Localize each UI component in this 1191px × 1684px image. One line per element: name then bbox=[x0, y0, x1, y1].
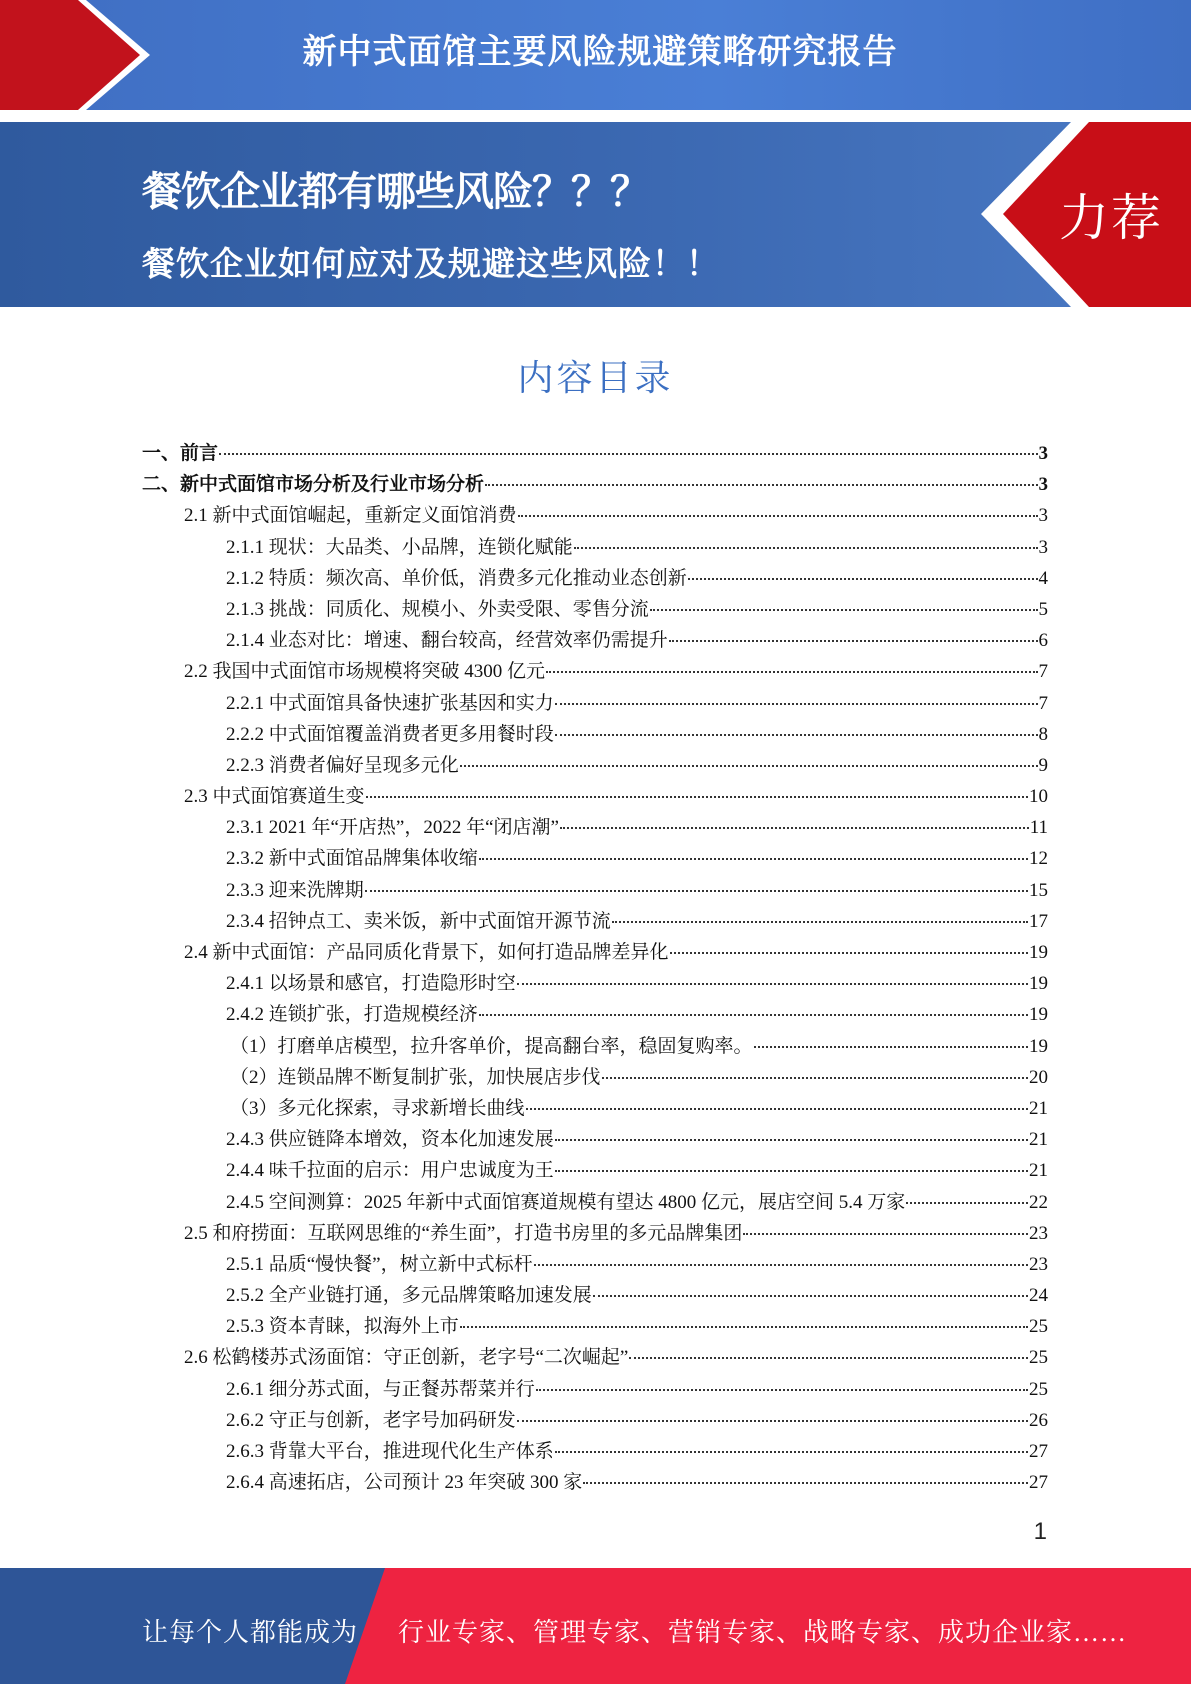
toc-entry-page: 8 bbox=[1038, 723, 1048, 745]
toc-entry-page: 25 bbox=[1029, 1378, 1048, 1400]
toc-entry-page: 27 bbox=[1029, 1472, 1048, 1494]
toc-leader-dots bbox=[536, 1389, 1028, 1391]
toc-entry[interactable] bbox=[142, 469, 1048, 500]
toc-entry-title: 2.1.2 特质：频次高、单价低，消费多元化推动业态创新 bbox=[226, 567, 687, 589]
toc-entry-title: 2.3 中式面馆赛道生变 bbox=[184, 786, 365, 808]
toc-entry[interactable] bbox=[142, 1467, 1048, 1498]
toc-entry[interactable] bbox=[142, 1436, 1048, 1467]
toc-entry-page: 21 bbox=[1029, 1129, 1048, 1151]
toc-entry-page: 12 bbox=[1029, 848, 1048, 870]
toc-leader-dots bbox=[526, 1108, 1028, 1110]
toc-leader-dots bbox=[546, 671, 1037, 673]
toc-entry-title: 2.2.2 中式面馆覆盖消费者更多用餐时段 bbox=[226, 723, 554, 745]
toc-entry[interactable] bbox=[142, 968, 1048, 999]
toc-entry[interactable] bbox=[142, 1342, 1048, 1373]
toc-entry-page: 10 bbox=[1029, 786, 1048, 808]
toc-entry[interactable] bbox=[142, 688, 1048, 719]
toc-entry-title: 一、前言 bbox=[142, 443, 219, 464]
toc-entry-page: 21 bbox=[1029, 1097, 1048, 1119]
toc-entry-page: 7 bbox=[1038, 692, 1048, 714]
toc-leader-dots bbox=[669, 640, 1038, 642]
toc-entry-page: 17 bbox=[1029, 910, 1048, 932]
toc-entry[interactable] bbox=[142, 1031, 1048, 1062]
toc-entry[interactable] bbox=[142, 1218, 1048, 1249]
toc-leader-dots bbox=[555, 1170, 1028, 1172]
toc-entry-title: （2）连锁品牌不断复制扩张，加快展店步伐 bbox=[230, 1066, 601, 1088]
toc-entry[interactable] bbox=[142, 843, 1048, 874]
toc-entry-title: （3）多元化探索，寻求新增长曲线 bbox=[230, 1097, 525, 1119]
toc-entry[interactable] bbox=[142, 594, 1048, 625]
toc-leader-dots bbox=[460, 765, 1038, 767]
footer-slogan-roles: 行业专家、管理专家、营销专家、战略专家、成功企业家…… bbox=[398, 1618, 1128, 1647]
toc-entry[interactable] bbox=[142, 656, 1048, 687]
report-title: 新中式面馆主要风险规避策略研究报告 bbox=[302, 32, 898, 72]
toc-entry-page: 5 bbox=[1038, 598, 1048, 620]
toc-entry-title: 2.4.5 空间测算：2025 年新中式面馆赛道规模有望达 4800 亿元，展店空间 5.4 万家 bbox=[226, 1191, 906, 1213]
toc-leader-dots bbox=[583, 1482, 1028, 1484]
toc-entry-title: 2.6.3 背靠大平台，推进现代化生产体系 bbox=[226, 1441, 554, 1462]
toc-entry[interactable] bbox=[142, 1311, 1048, 1342]
hero-headline: 餐饮企业都有哪些风险？？？ bbox=[142, 169, 649, 215]
toc-entry-page: 3 bbox=[1038, 536, 1048, 558]
toc-entry-title: 2.4.4 味千拉面的启示：用户忠诚度为王 bbox=[226, 1160, 554, 1182]
toc-leader-dots bbox=[365, 890, 1028, 892]
toc-entry-page: 25 bbox=[1029, 1347, 1048, 1369]
toc-entry-page: 7 bbox=[1038, 661, 1048, 683]
toc-entry-page: 27 bbox=[1029, 1441, 1048, 1462]
toc-leader-dots bbox=[650, 609, 1038, 611]
toc-entry-page: 3 bbox=[1038, 474, 1048, 496]
toc-entry-title: 2.6.1 细分苏式面，与正餐苏帮菜并行 bbox=[226, 1378, 535, 1400]
toc-entry-title: 2.4 新中式面馆：产品同质化背景下，如何打造品牌差异化 bbox=[184, 942, 669, 963]
toc-leader-dots bbox=[366, 796, 1028, 798]
toc-entry-title: （1）打磨单店模型，拉升客单价，提高翻台率，稳固复购率。 bbox=[230, 1035, 753, 1057]
toc-leader-dots bbox=[485, 484, 1037, 486]
toc-entry-page: 4 bbox=[1038, 567, 1048, 589]
toc-entry-page: 6 bbox=[1038, 630, 1048, 652]
toc-entry-title: 2.5.3 资本青睐，拟海外上市 bbox=[226, 1316, 459, 1338]
toc-leader-dots bbox=[555, 734, 1038, 736]
toc-entry-title: 2.6 松鹤楼苏式汤面馆：守正创新，老字号“二次崛起” bbox=[184, 1347, 629, 1369]
toc-entry[interactable] bbox=[142, 1155, 1048, 1186]
toc-leader-dots bbox=[534, 1264, 1028, 1266]
toc-entry-page: 23 bbox=[1029, 1222, 1048, 1244]
toc-leader-dots bbox=[460, 1326, 1028, 1328]
toc-leader-dots bbox=[906, 1202, 1028, 1204]
toc-leader-dots bbox=[219, 453, 1037, 455]
toc-entry-title: 2.2.1 中式面馆具备快速扩张基因和实力 bbox=[226, 692, 554, 714]
page-number: 1 bbox=[1033, 1518, 1047, 1545]
toc-entry[interactable] bbox=[142, 1062, 1048, 1093]
toc-entry-title: 2.4.2 连锁扩张，打造规模经济 bbox=[226, 1004, 478, 1026]
toc-leader-dots bbox=[555, 1451, 1028, 1453]
toc-entry-page: 19 bbox=[1029, 1035, 1048, 1057]
toc-entry[interactable] bbox=[142, 781, 1048, 812]
footer-slogan-lead: 让每个人都能成为 bbox=[142, 1618, 359, 1647]
toc-entry-page: 19 bbox=[1029, 973, 1048, 995]
toc-entry-title: 2.3.4 招钟点工、卖米饭，新中式面馆开源节流 bbox=[226, 910, 611, 932]
toc-entry[interactable] bbox=[142, 1374, 1048, 1405]
hero-subheadline: 餐饮企业如何应对及规避这些风险！！ bbox=[142, 244, 720, 283]
toc-entry-page: 3 bbox=[1038, 505, 1048, 527]
toc-entry[interactable] bbox=[142, 1187, 1048, 1218]
toc-entry-page: 19 bbox=[1029, 942, 1048, 963]
toc-leader-dots bbox=[754, 1046, 1028, 1048]
toc-entry[interactable] bbox=[142, 563, 1048, 594]
toc-entry[interactable] bbox=[142, 1249, 1048, 1280]
toc-entry-title: 2.3.3 迎来洗牌期 bbox=[226, 879, 364, 901]
toc-leader-dots bbox=[518, 515, 1038, 517]
toc-entry-title: 2.6.2 守正与创新，老字号加码研发 bbox=[226, 1409, 516, 1431]
toc-entry-title: 2.4.3 供应链降本增效，资本化加速发展 bbox=[226, 1129, 554, 1151]
toc-entry-title: 2.5 和府捞面：互联网思维的“养生面”，打造书房里的多元品牌集团 bbox=[184, 1222, 743, 1244]
toc-entry-title: 2.3.1 2021 年“开店热”，2022 年“闭店潮” bbox=[226, 817, 559, 839]
toc-entry[interactable] bbox=[142, 1093, 1048, 1124]
toc-leader-dots bbox=[602, 1077, 1028, 1079]
toc-leader-dots bbox=[612, 921, 1028, 923]
toc-entry[interactable] bbox=[142, 999, 1048, 1030]
toc-entry-page: 3 bbox=[1038, 443, 1048, 464]
table-of-contents bbox=[142, 438, 1048, 1498]
toc-entry[interactable] bbox=[142, 532, 1048, 563]
toc-entry-title: 2.6.4 高速拓店，公司预计 23 年突破 300 家 bbox=[226, 1472, 583, 1494]
toc-entry-title: 2.2 我国中式面馆市场规模将突破 4300 亿元 bbox=[184, 661, 546, 683]
toc-entry-title: 2.3.2 新中式面馆品牌集体收缩 bbox=[226, 848, 478, 870]
toc-entry-title: 2.2.3 消费者偏好呈现多元化 bbox=[226, 754, 459, 776]
toc-entry[interactable] bbox=[142, 906, 1048, 937]
toc-entry-page: 21 bbox=[1029, 1160, 1048, 1182]
toc-entry-page: 11 bbox=[1029, 817, 1048, 839]
toc-entry-page: 26 bbox=[1029, 1409, 1048, 1431]
toc-entry-title: 2.1.3 挑战：同质化、规模小、外卖受限、零售分流 bbox=[226, 598, 649, 620]
recommend-badge: 力荐 bbox=[1059, 189, 1163, 247]
toc-title: 内容目录 bbox=[517, 358, 674, 399]
toc-entry[interactable] bbox=[142, 875, 1048, 906]
toc-entry-title: 2.1.1 现状：大品类、小品牌，连锁化赋能 bbox=[226, 536, 573, 558]
toc-leader-dots bbox=[688, 578, 1038, 580]
toc-leader-dots bbox=[555, 1139, 1028, 1141]
toc-leader-dots bbox=[574, 547, 1038, 549]
toc-entry[interactable] bbox=[142, 750, 1048, 781]
toc-entry-page: 22 bbox=[1029, 1191, 1048, 1213]
toc-entry[interactable] bbox=[142, 625, 1048, 656]
toc-entry-title: 2.1 新中式面馆崛起，重新定义面馆消费 bbox=[184, 505, 517, 527]
toc-entry[interactable] bbox=[142, 937, 1048, 968]
toc-entry[interactable] bbox=[142, 1280, 1048, 1311]
toc-entry[interactable] bbox=[142, 438, 1048, 469]
toc-entry-page: 19 bbox=[1029, 1004, 1048, 1026]
toc-leader-dots bbox=[479, 1014, 1028, 1016]
toc-entry-page: 24 bbox=[1029, 1285, 1048, 1307]
toc-leader-dots bbox=[555, 703, 1038, 705]
toc-leader-dots bbox=[743, 1233, 1028, 1235]
toc-entry[interactable] bbox=[142, 1124, 1048, 1155]
toc-leader-dots bbox=[670, 952, 1028, 954]
toc-entry-title: 2.4.1 以场景和感官，打造隐形时空 bbox=[226, 973, 516, 995]
toc-leader-dots bbox=[479, 858, 1028, 860]
toc-entry-page: 20 bbox=[1029, 1066, 1048, 1088]
toc-entry[interactable] bbox=[142, 1405, 1048, 1436]
toc-entry[interactable] bbox=[142, 812, 1048, 843]
toc-entry-title: 2.5.2 全产业链打通，多元品牌策略加速发展 bbox=[226, 1285, 592, 1307]
toc-entry-page: 25 bbox=[1029, 1316, 1048, 1338]
toc-entry-title: 2.1.4 业态对比：增速、翻台较高，经营效率仍需提升 bbox=[226, 630, 668, 652]
toc-entry[interactable] bbox=[142, 500, 1048, 531]
toc-entry[interactable] bbox=[142, 719, 1048, 750]
toc-leader-dots bbox=[629, 1357, 1028, 1359]
toc-entry-title: 2.5.1 品质“慢快餐”，树立新中式标杆 bbox=[226, 1253, 533, 1275]
toc-entry-title: 二、新中式面馆市场分析及行业市场分析 bbox=[142, 474, 485, 496]
toc-leader-dots bbox=[517, 1420, 1028, 1422]
toc-entry-page: 15 bbox=[1029, 879, 1048, 901]
toc-leader-dots bbox=[593, 1295, 1028, 1297]
toc-leader-dots bbox=[560, 827, 1029, 829]
toc-entry-page: 23 bbox=[1029, 1253, 1048, 1275]
toc-entry-page: 9 bbox=[1038, 754, 1048, 776]
toc-leader-dots bbox=[517, 983, 1028, 985]
